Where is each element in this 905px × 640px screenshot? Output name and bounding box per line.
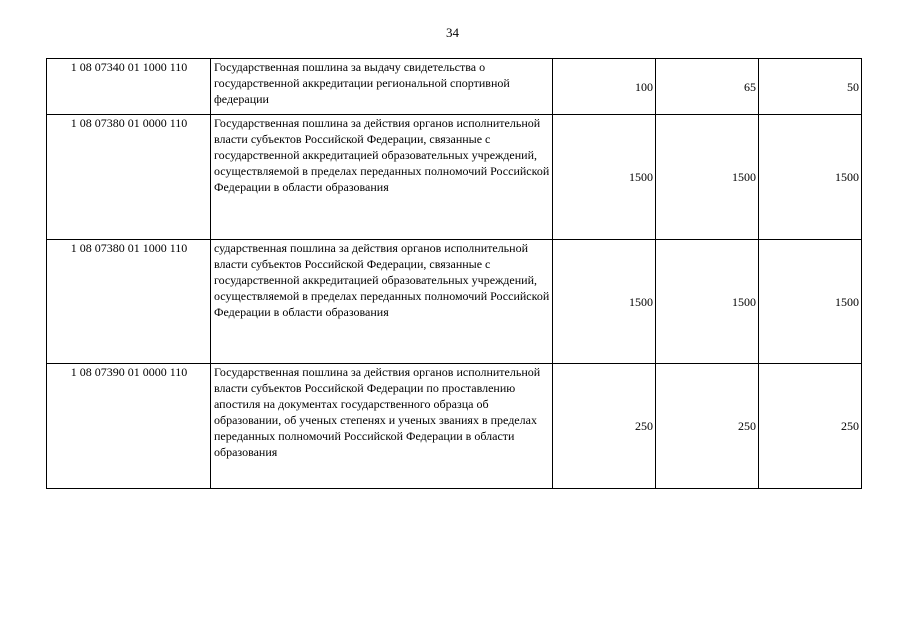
- description-cell: Государственная пошлина за действия органов исполнительной власти субъектов Российской Федерации, связанные с государственной аккредитацией образовательных учреждений, осуществляемой в пределах переданных полномочий Российской Федерации в области образования: [211, 115, 553, 240]
- budget-code-cell: 1 08 07380 01 1000 110: [47, 240, 211, 364]
- value-cell-3: 1500: [759, 240, 862, 364]
- value-cell-1: 1500: [553, 240, 656, 364]
- budget-code-cell: 1 08 07390 01 0000 110: [47, 364, 211, 489]
- value-cell-3: 50: [759, 59, 862, 115]
- table-row: [47, 240, 862, 364]
- description-cell: Государственная пошлина за выдачу свидетельства о государственной аккредитации региональной спортивной федерации: [211, 59, 553, 115]
- table-row: [47, 364, 862, 489]
- value-cell-2: 65: [656, 59, 759, 115]
- value-cell-3: 250: [759, 364, 862, 489]
- description-cell: сударственная пошлина за действия органов исполнительной власти субъектов Российской Федерации, связанные с государственной аккредитацией образовательных учреждений, осуществляемой в пределах переданных полномочий Российской Федерации в области образования: [211, 240, 553, 364]
- description-cell: Государственная пошлина за действия органов исполнительной власти субъектов Российской Федерации по проставлению апостиля на документах государственного образца об образовании, об ученых степенях и ученых званиях в пределах переданных полномочий Российской Федерации в области образования: [211, 364, 553, 489]
- value-cell-2: 1500: [656, 240, 759, 364]
- value-cell-2: 250: [656, 364, 759, 489]
- page-number: 34: [446, 25, 459, 40]
- value-cell-1: 1500: [553, 115, 656, 240]
- budget-code-cell: 1 08 07340 01 1000 110: [47, 59, 211, 115]
- table-row: [47, 115, 862, 240]
- value-cell-2: 1500: [656, 115, 759, 240]
- budget-code-cell: 1 08 07380 01 0000 110: [47, 115, 211, 240]
- value-cell-1: 250: [553, 364, 656, 489]
- value-cell-1: 100: [553, 59, 656, 115]
- value-cell-3: 1500: [759, 115, 862, 240]
- table-row: [47, 59, 862, 115]
- fee-table: [46, 58, 862, 489]
